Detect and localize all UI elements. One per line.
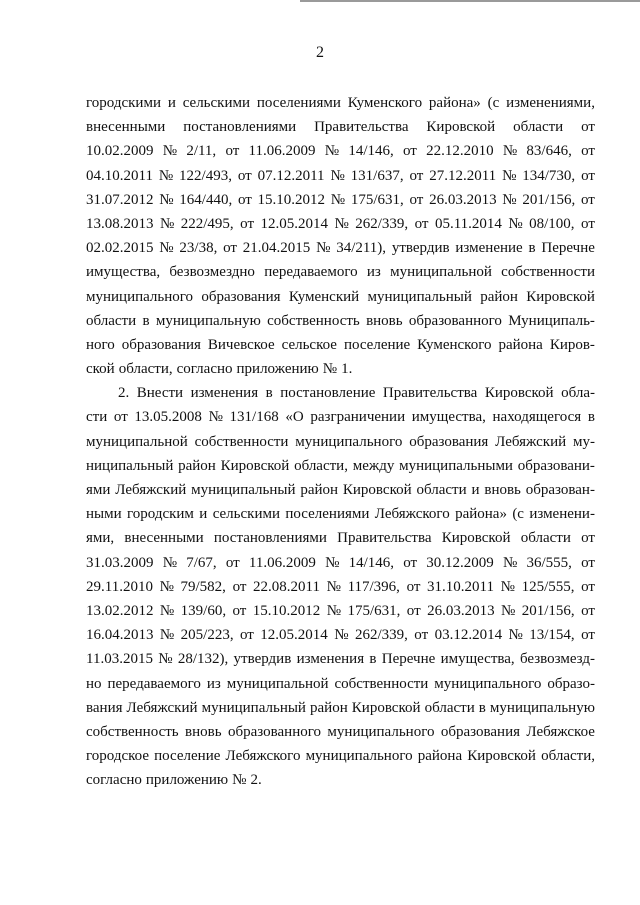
- text-line: ными городским и сельскими поселениями Лебяжского района» (с изменени-: [86, 506, 595, 523]
- text-line: ниципальный район Кировской области, между муниципальными образовани-: [86, 457, 595, 474]
- text-line: вания Лебяжский муниципальный район Кировской области в муниципальную: [86, 699, 595, 716]
- text-line: 13.08.2013 № 222/495, от 12.05.2014 № 262/339, от 05.11.2014 № 08/100, от: [86, 215, 595, 232]
- text-line: городское поселение Лебяжского муниципального района Кировской области,: [86, 748, 595, 765]
- text-line: 11.03.2015 № 28/132), утвердив изменения в Перечне имущества, безвозмезд-: [86, 651, 595, 668]
- paragraph: [86, 381, 595, 792]
- text-line: 13.02.2012 № 139/60, от 15.10.2012 № 175/631, от 26.03.2013 № 201/156, от: [86, 602, 595, 619]
- text-line: 16.04.2013 № 205/223, от 12.05.2014 № 262/339, от 03.12.2014 № 13/154, от: [86, 627, 595, 644]
- text-line: 2. Внести изменения в постановление Правительства Кировской обла-: [118, 385, 595, 402]
- page-number: 2: [316, 44, 324, 61]
- text-line: ской области, согласно приложению № 1.: [86, 361, 353, 378]
- text-line: муниципального образования Куменский муниципальный район Кировской: [86, 288, 595, 305]
- text-line: ями Лебяжский муниципальный район Кировской области и вновь образован-: [86, 482, 595, 498]
- text-line: ного образования Вичевское сельское поселение Куменского района Киров-: [86, 336, 595, 353]
- text-line: муниципальной собственности муниципального образования Лебяжский му-: [86, 433, 595, 450]
- top-border-line: [300, 0, 640, 2]
- text-line: городскими и сельскими поселениями Куменского района» (с изменениями,: [86, 95, 595, 111]
- text-line: внесенными постановлениями Правительства Кировской области от: [86, 119, 595, 136]
- text-line: имущества, безвозмездно передаваемого из муниципальной собственности: [86, 264, 595, 281]
- text-line: сти от 13.05.2008 № 131/168 «О разграничении имущества, находящегося в: [86, 409, 595, 426]
- text-line: 31.03.2009 № 7/67, от 11.06.2009 № 14/146, от 30.12.2009 № 36/555, от: [86, 554, 595, 571]
- text-line: 31.07.2012 № 164/440, от 15.10.2012 № 175/631, от 26.03.2013 № 201/156, от: [86, 191, 595, 208]
- text-line: 04.10.2011 № 122/493, от 07.12.2011 № 131/637, от 27.12.2011 № 134/730, от: [86, 167, 595, 184]
- text-line: 10.02.2009 № 2/11, от 11.06.2009 № 14/146, от 22.12.2010 № 83/646, от: [86, 143, 595, 160]
- text-line: ями, внесенными постановлениями Правительства Кировской области от: [86, 530, 595, 547]
- paragraph: [86, 91, 595, 381]
- text-line: согласно приложению № 2.: [86, 772, 262, 789]
- text-line: области в муниципальную собственность вновь образованного Муниципаль-: [86, 312, 595, 329]
- document-body: [86, 91, 595, 792]
- text-line: но передаваемого из муниципальной собственности муниципального образо-: [86, 675, 595, 692]
- text-line: собственность вновь образованного муниципального образования Лебяжское: [86, 723, 595, 740]
- text-line: 02.02.2015 № 23/38, от 21.04.2015 № 34/211), утвердив изменение в Перечне: [86, 240, 595, 257]
- text-line: 29.11.2010 № 79/582, от 22.08.2011 № 117/396, от 31.10.2011 № 125/555, от: [86, 578, 595, 595]
